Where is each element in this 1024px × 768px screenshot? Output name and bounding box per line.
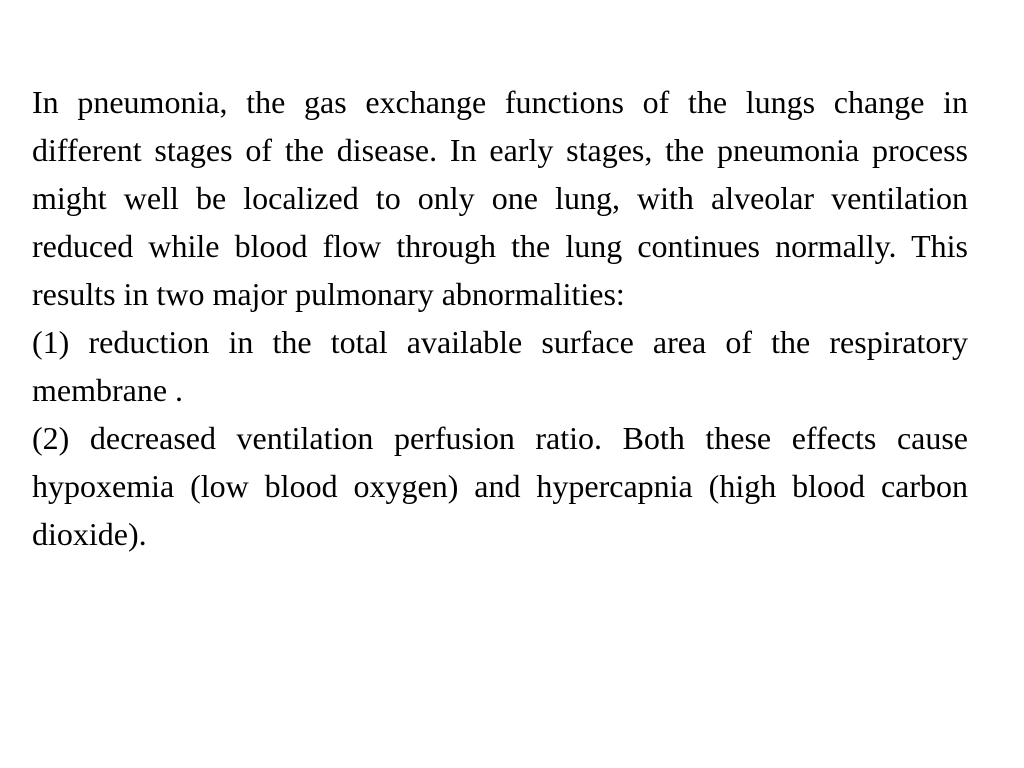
- abnormality-item-1: (1) reduction in the total available surface area of the respiratory membrane .: [32, 324, 968, 408]
- abnormality-item-2: (2) decreased ventilation perfusion ratio. Both these effects cause hypoxemia (low blood oxygen) and hypercapnia (high blood carbon dioxide).: [32, 420, 968, 552]
- slide-text-body: [32, 78, 968, 558]
- intro-paragraph: In pneumonia, the gas exchange functions of the lungs change in different stages of the disease. In early stages, the pneumonia process might well be localized to only one lung, with alveolar ventilation reduced while blood flow through the lung continues normally. This results in two major pulmonary abnormalities:: [32, 84, 968, 312]
